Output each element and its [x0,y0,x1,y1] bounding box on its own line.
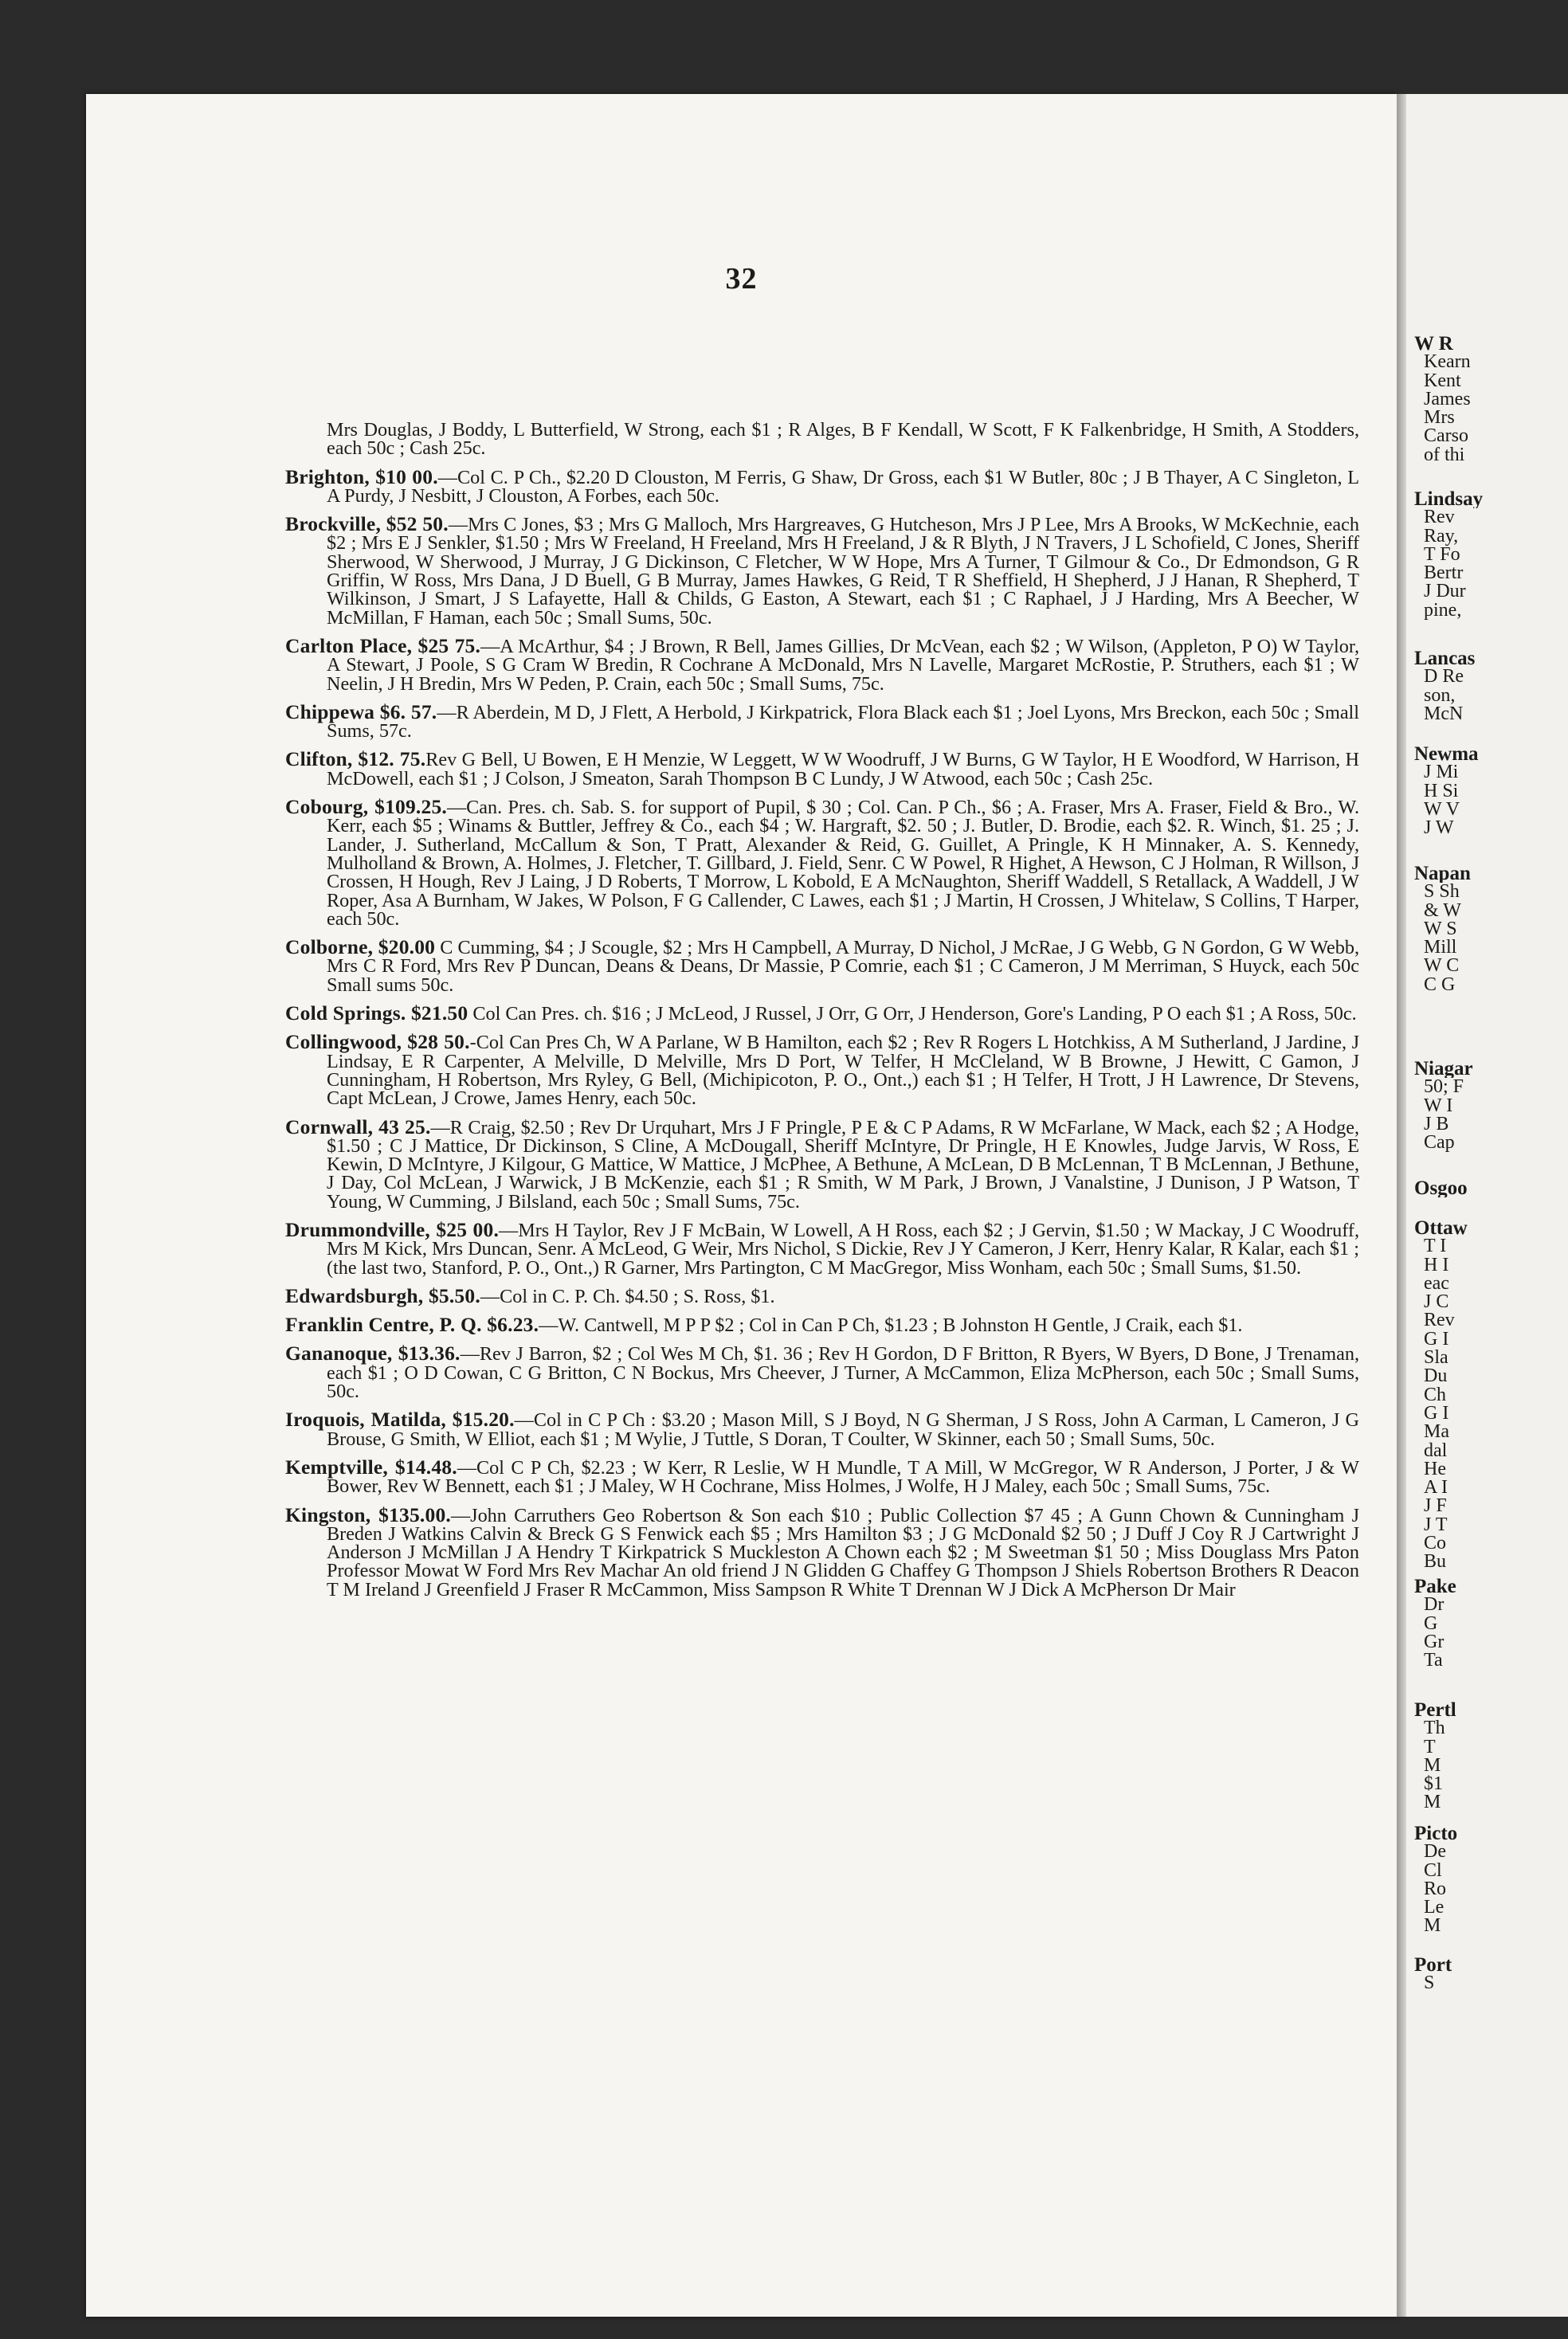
book-gutter [1397,94,1406,2317]
adjacent-page-line: Picto [1414,1824,1458,1843]
place-heading: Colborne, $20.00 [285,935,436,959]
adjacent-page-line: Pertl [1414,1701,1456,1720]
adjacent-page-line: Newma [1414,745,1479,764]
donor-list-text: —Mrs C Jones, $3 ; Mrs G Malloch, Mrs Hargreaves, G Hutcheson, Mrs J P Lee, Mrs A Brooks, W McKechnie, each $2 ; Mrs E J Senkler, $1.50 ; Mrs W Freeland, H Freeland, Mrs H Freeland, J & R Blyth, J N Travers, J L Schofield, C Jones, Sheriff Sherwood, W Sherwood, J Murray, J G Dickinson, C Fletcher, W W Hope, Mrs A Turner, T Gilmour & Co., Dr Edmondson, G R Griffin, W Ross, Mrs Dana, J D Buell, G B Murray, James Hawkes, G Reid, T R Sheffield, H Shepherd, J J Hanan, R Shepherd, T Wilkinson, J Smart, J S Lafayette, Hall & Childs, G Easton, A Stewart, each $1 ; C Raphael, J J Harding, Mrs A Beecher, W McMillan, F Haman, each 50c ; Small Sums, 50c. [327,514,1359,629]
adjacent-page-line: Mill [1424,938,1457,958]
adjacent-page-line: Bertr [1424,564,1464,583]
place-heading: Brockville, $52 50. [285,512,449,536]
adjacent-page-line: eac [1424,1274,1449,1294]
subscription-entry [285,1455,1359,1498]
place-heading: Kemptville, $14.48. [285,1455,457,1479]
adjacent-page-line: Du [1424,1367,1448,1386]
subscription-entry [285,935,1359,996]
adjacent-page-line: Bu [1424,1553,1447,1572]
adjacent-page-line: De [1424,1843,1446,1862]
adjacent-page-line: J Dur [1424,582,1466,601]
adjacent-page-line: W C [1424,957,1460,976]
donor-list-text: —Can. Pres. ch. Sab. S. for support of Pupil, $ 30 ; Col. Can. P Ch., $6 ; A. Fraser, Mrs A. Fraser, Field & Bro., W. Kerr, each $5 ; Winams & Buttler, Jeffrey & Co., each $4 ; W. Hargraft, $2. 50 ; J. Butler, D. Brodie, each $2. R. Winch, $1. 25 ; J. Lander, J. Sutherland, McCallum & Son, T Pratt, Alexander & Reid, G. Guillet, A Pringle, K H Minnaker, A. S. Kennedy, Mulholland & Brown, A. Holmes, J. Fletcher, T. Gillbard, J. Field, Senr. C W Powel, R Highet, A Hewson, C J Holman, R Willson, J Crossen, H Hough, Rev J Laing, J D Roberts, T Morrow, L Kobold, E A McNaughton, Sheriff Waddell, S Retallack, A Waddell, J W Roper, Asa A Burnham, W Jakes, W Polson, F G Callender, C Lawes, each $1 ; J Martin, H Crossen, J Whitelaw, S Collins, T Harper, each 50c. [327,797,1360,930]
adjacent-page-line: Kent [1424,371,1461,390]
place-heading: Collingwood, $28 50. [285,1030,470,1054]
adjacent-page-line: James [1424,390,1471,409]
adjacent-page-line: Kearn [1424,353,1471,372]
adjacent-page-line: S [1424,1974,1435,1993]
adjacent-page-line: G [1424,1614,1438,1633]
adjacent-page-line: H Si [1424,782,1459,801]
adjacent-page-line: Th [1424,1719,1445,1738]
donor-list-text: C Cumming, $4 ; J Scougle, $2 ; Mrs H Campbell, A Murray, D Nichol, J McRae, J G Webb, G N Gordon, G W Webb, Mrs C R Ford, Mrs Rev P Duncan, Deans & Deans, Dr Massie, P Comrie, each $1 ; C Cameron, J M Merriman, S Huyck, each 50c Small sums 50c. [327,937,1359,996]
donor-list-text: —A McArthur, $4 ; J Brown, R Bell, James Gillies, Dr McVean, each $2 ; W Wilson, (Appleton, P O) W Taylor, A Stewart, J Poole, S G Cram W Bredin, R Cochrane A McDonald, Mrs N Lavelle, Margaret McRostie, P. Struthers, each $1 ; W Neelin, J H Bredin, Mrs W Peden, P. Crain, each 50c ; Small Sums, 75c. [327,635,1359,695]
donor-list-text: —Col in C. P. Ch. $4.50 ; S. Ross, $1. [480,1285,775,1307]
adjacent-page-line: C G [1424,975,1456,995]
donor-list-text: Rev G Bell, U Bowen, E H Menzie, W Leggett, W W Woodruff, J W Burns, G W Taylor, H E Woodford, W Harrison, H McDowell, each $1 ; J Colson, J Smeaton, Sarah Thompson B C Lundy, J W Atwood, each 50c ; Cash 25c. [327,749,1360,789]
adjacent-page-line: Gr [1424,1632,1445,1652]
adjacent-page-block [1406,1179,1568,1197]
subscription-entry [285,699,1360,742]
place-heading: Iroquois, Matilda, $15.20. [285,1408,515,1432]
place-heading: Edwardsburgh, $5.50. [285,1283,480,1307]
adjacent-page-line: son, [1424,686,1456,705]
subscription-entry [285,464,1359,507]
adjacent-page-line: W V [1424,800,1460,820]
adjacent-page-line: T I [1424,1237,1447,1256]
donor-list-text: -Col Can Pres Ch, W A Parlane, W B Hamilton, each $2 ; Rev R Rogers L Hotchkiss, A M Sutherland, J Jardine, J Lindsay, E R Carpenter, A Melville, D Melville, Mrs D Port, W Telfer, H McCleland, W B Browne, J Hewitt, C Gamon, J Cunningham, H Robertson, Mrs Ryley, G Bell, (Michipicoton, P. O., Ont.,) each $1 ; H Telfer, H Trott, J H Lawrence, Dr Stevens, Capt McLean, J Crowe, James Henry, each 50c. [327,1032,1359,1110]
place-heading: Gananoque, $13.36. [285,1342,461,1365]
subscription-entry [285,1217,1359,1279]
subscription-entry [285,1283,1359,1307]
adjacent-page-line: $1 [1424,1775,1443,1794]
adjacent-page-line: J W [1424,819,1454,838]
adjacent-page-block [1406,1060,1568,1152]
adjacent-page-line: Ottaw [1414,1219,1468,1238]
subscription-entry [285,1344,1359,1401]
page-number: 32 [725,262,758,296]
adjacent-page-line: Pake [1414,1577,1456,1597]
adjacent-page-line: Napan [1414,864,1471,883]
subscription-entry [285,747,1360,789]
adjacent-page-line: pine, [1424,601,1462,621]
subscription-list [285,421,1359,1608]
adjacent-page-block [1406,1577,1568,1670]
adjacent-page-block [1406,490,1568,620]
place-heading: Chippewa $6. 57. [285,699,437,723]
adjacent-page-line: G I [1424,1404,1449,1424]
adjacent-page-block [1406,1701,1568,1812]
adjacent-page-line: A I [1424,1479,1448,1498]
adjacent-page-line: Ta [1424,1651,1443,1671]
adjacent-page-line: Cl [1424,1861,1442,1880]
adjacent-page-line: Osgoo [1414,1179,1468,1198]
adjacent-page-line: J T [1424,1515,1448,1535]
adjacent-page-line: Ray, [1424,527,1459,546]
subscription-entry [285,1313,1359,1337]
subscription-entry [285,1503,1359,1600]
adjacent-page-line: W S [1424,919,1457,939]
adjacent-page-line: J C [1424,1293,1449,1312]
adjacent-page-block [1406,1956,1568,1993]
adjacent-page-line: W I [1424,1096,1453,1115]
adjacent-page-line: McN [1424,704,1464,724]
adjacent-page-line: Co [1424,1534,1447,1553]
donor-list-text: —Mrs H Taylor, Rev J F McBain, W Lowell, A H Ross, each $2 ; J Gervin, $1.50 ; W Mackay, J C Woodruff, Mrs M Kick, Mrs Duncan, Senr. A McLeod, G Weir, Mrs Nichol, S Dickie, Rev J Y Cameron, J Kerr, Henry Kalar, R Kalar, each $1 ; (the last two, Stanford, P. O., Ont.,) R Garner, Mrs Partington, C M MacGregor, Miss Wonham, each 50c ; Small Sums, $1.50. [327,1219,1359,1279]
adjacent-page-line: of thi [1424,445,1465,465]
adjacent-page-line: Lindsay [1414,490,1484,509]
adjacent-page-block [1406,335,1568,464]
place-heading: Brighton, $10 00. [285,464,438,488]
place-heading: Cornwall, 43 25. [285,1115,431,1138]
adjacent-page-line: W R [1414,335,1453,354]
adjacent-page-block [1406,1824,1568,1936]
document-page [86,94,1397,2317]
adjacent-page-line: Carso [1424,427,1468,446]
place-heading: Kingston, $135.00. [285,1503,451,1526]
subscription-entry [285,1001,1359,1025]
donor-list-text: —W. Cantwell, M P P $2 ; Col in Can P Ch, $1.23 ; B Johnston H Gentle, J Craik, each $1. [539,1314,1243,1337]
donor-list-text: —Col C P Ch, $2.23 ; W Kerr, R Leslie, W H Mundle, T A Mill, W McGregor, W R Anderson, J Porter, J & W Bower, Rev W Bennett, each $1 ; J Maley, W H Cochrane, Miss Holmes, J Wolfe, H J Maley, each 50c ; Small Sums, 75c. [327,1456,1359,1498]
place-heading: Franklin Centre, P. Q. $6.23. [285,1313,539,1337]
adjacent-page-line: G I [1424,1330,1449,1350]
adjacent-page-block [1406,649,1568,723]
adjacent-page-block [1406,1219,1568,1572]
subscription-entry [285,797,1359,928]
adjacent-page-line: & W [1424,901,1461,920]
adjacent-page-line: Ro [1424,1879,1447,1899]
adjacent-page-line: Port [1414,1956,1452,1975]
adjacent-page-block [1406,745,1568,837]
place-heading: Carlton Place, $25 75. [285,633,481,657]
adjacent-page-line: Mrs [1424,409,1455,428]
adjacent-page-line: T Fo [1424,545,1460,565]
subscription-entry [285,421,1359,458]
adjacent-page-line: J F [1424,1497,1447,1516]
adjacent-page-line: M [1424,1793,1441,1812]
place-heading: Drummondville, $25 00. [285,1217,500,1241]
adjacent-page-line: Lancas [1414,649,1476,668]
adjacent-page-line: Ma [1424,1423,1449,1442]
donor-list-text: —John Carruthers Geo Robertson & Son each $10 ; Public Collection $7 45 ; A Gunn Chown & Cunningham J Breden J Watkins Calvin & Breck G S Fenwick each $5 ; Mrs Hamilton $3 ; J G McDonald $2 50 ; J Duff J Coy R J Cartwright J Anderson J McMillan J A Hendry T Kirkpatrick S Muckleston A Chown each $2 ; M Sweetman $1 50 ; Miss Douglass Mrs Paton Professor Mowat W Ford Mrs Rev Machar An old friend J N Glidden G Chaffey G Thompson J Shiels Robertson Brothers R Deacon T M Ireland J Greenfield J Fraser R McCammon, Miss Sampson R White T Drennan W J Dick A McPherson Dr Mair [327,1504,1359,1600]
adjacent-page-line: 50; F [1424,1078,1464,1097]
adjacent-page-line: T [1424,1738,1436,1757]
subscription-entry [285,512,1359,629]
donor-list-text: Mrs Douglas, J Boddy, L Butterfield, W Strong, each $1 ; R Alges, B F Kendall, W Scott, F K Falkenbridge, H Smith, A Stodders, each 50c ; Cash 25c. [327,419,1359,460]
adjacent-page-line: M [1424,1756,1441,1776]
adjacent-page-line: H I [1424,1256,1449,1275]
subscription-entry [285,633,1359,695]
adjacent-page-line: M [1424,1917,1441,1936]
donor-list-text: —Col C. P Ch., $2.20 D Clouston, M Ferris, G Shaw, Dr Gross, each $1 W Butler, 80c ; J B Thayer, A C Singleton, L A Purdy, J Nesbitt, J Clouston, A Forbes, each 50c. [327,466,1359,507]
adjacent-page-fragment [1406,94,1568,2317]
adjacent-page-line: Cap [1424,1134,1455,1153]
subscription-entry [285,1115,1359,1213]
donor-list-text: —R Craig, $2.50 ; Rev Dr Urquhart, Mrs J F Pringle, P E & C P Adams, R W McFarlane, W Mack, each $2 ; A Hodge, $1.50 ; C J Mattice, Dr Dickinson, S Cline, A McDougall, Sheriff McIntyre, Dr Pringle, H E Knowles, Judge Jarvis, W Ross, E Kewin, D McIntyre, J Kilgour, G Mattice, W Mattice, J McPhee, A Bethune, A McLean, D B McLennan, T B McLennan, J Bethune, J Day, Col McLean, J Warwick, J B McKenzie, each $1 ; R Smith, W M Park, J Brown, J Vanalstine, J Dunison, J P Watson, T Young, W Cumming, J Bilsland, each 50c ; Small Sums, 75c. [327,1116,1359,1213]
adjacent-page-line: S Sh [1424,883,1460,902]
adjacent-page-block [1406,864,1568,994]
place-heading: Cobourg, $109.25. [285,795,447,819]
adjacent-page-line: Rev [1424,508,1455,527]
subscription-entry [285,1030,1359,1110]
adjacent-page-line: He [1424,1459,1446,1479]
adjacent-page-line: dal [1424,1441,1448,1460]
donor-list-text: —R Aberdein, M D, J Flett, A Herbold, J Kirkpatrick, Flora Black each $1 ; Joel Lyons, Mrs Breckon, each 50c ; Small Sums, 57c. [327,701,1360,742]
place-heading: Clifton, $12. 75. [285,747,426,771]
adjacent-page-line: J Mi [1424,763,1459,782]
adjacent-page-line: J B [1424,1115,1449,1134]
adjacent-page-line: D Re [1424,668,1464,687]
place-heading: Cold Springs. $21.50 [285,1001,468,1025]
adjacent-page-line: Dr [1424,1596,1445,1615]
adjacent-page-line: Sla [1424,1349,1448,1368]
adjacent-page-line: Rev [1424,1311,1455,1330]
donor-list-text: Col Can Pres. ch. $16 ; J McLeod, J Russel, J Orr, G Orr, J Henderson, Gore's Landing, P O each $1 ; A Ross, 50c. [468,1003,1357,1025]
adjacent-page-line: Ch [1424,1385,1447,1405]
donor-list-text: —Col in C P Ch : $3.20 ; Mason Mill, S J Boyd, N G Sherman, J S Ross, John A Carman, L Cameron, J G Brouse, G Smith, W Elliot, each $1 ; M Wylie, J Tuttle, S Doran, T Coulter, W Skinner, each 50 ; Small Sums, 50c. [327,1409,1359,1450]
adjacent-page-line: Le [1424,1898,1445,1918]
donor-list-text: —Rev J Barron, $2 ; Col Wes M Ch, $1. 36 ; Rev H Gordon, D F Britton, R Byers, W Byers, D Bone, J Trenaman, each $1 ; O D Cowan, C G Britton, C N Bockus, Mrs Cheever, J Turner, A McCammon, Eliza McPherson, each 50c ; Small Sums, 50c. [327,1343,1359,1403]
adjacent-page-line: Niagar [1414,1060,1473,1079]
subscription-entry [285,1410,1359,1448]
